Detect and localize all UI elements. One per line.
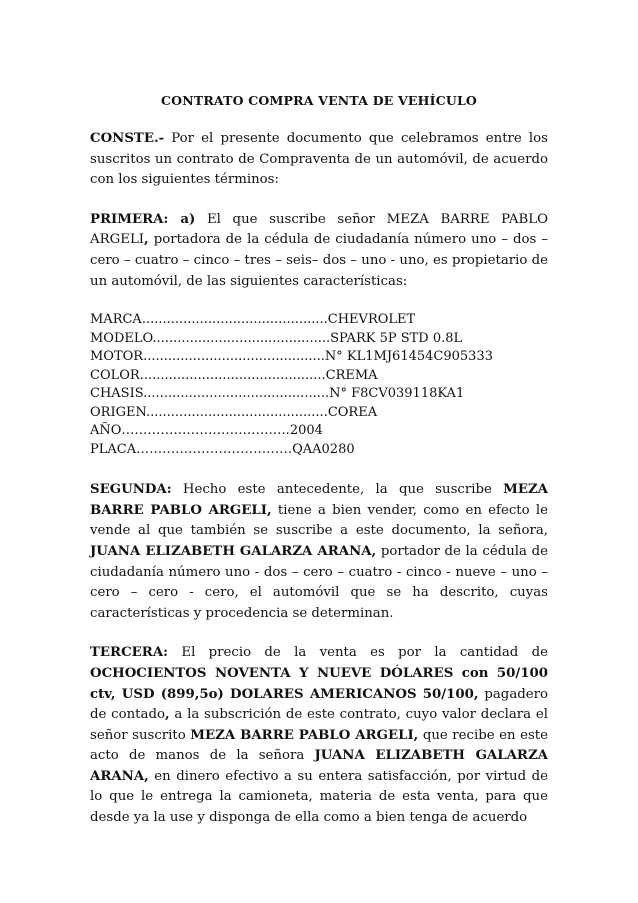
clause-bold-text: MEZA BARRE PABLO ARGELI, bbox=[190, 727, 419, 743]
clause-bold-text: OCHOCIENTOS NOVENTA Y NUEVE DÓLARES con 50/100 ctv, USD (899,5o) DOLARES AMERICANOS 50/100, bbox=[90, 665, 548, 702]
clause-label: TERCERA: bbox=[90, 645, 169, 661]
clause-label: CONSTE.- bbox=[90, 131, 165, 146]
clause-label: SEGUNDA: bbox=[90, 482, 172, 498]
clause-bold-text: MEZA BARRE PABLO ARGELI, bbox=[90, 482, 548, 518]
vehicle-specs-list bbox=[90, 311, 548, 459]
clause-bold-text: , bbox=[164, 707, 170, 723]
clause-text: Hecho este antecedente, la que suscribe bbox=[171, 482, 504, 498]
spec-row-motor: MOTOR............................................N° KL1MJ61454C905333 bbox=[90, 349, 493, 365]
clause-conste bbox=[90, 129, 548, 191]
spec-row-color: COLOR.............................................CREMA bbox=[90, 367, 378, 383]
clause-text: a la subscrición de este contrato, cuyo valor declara el señor suscrito bbox=[90, 707, 548, 743]
spec-row-modelo: MODELO...........................................SPARK 5P STD 0.8L bbox=[90, 330, 463, 346]
clause-text: Por el presente documento que celebramos entre los suscritos un contrato de Compraventa de un automóvil, de acuerdo con los siguientes términos: bbox=[90, 131, 548, 188]
clause-text: portadora de la cédula de ciudadanía número uno – dos – cero – cuatro – cinco – tres – seis– dos – uno - uno, es propietario de un automóvil, de las siguientes características: bbox=[90, 232, 548, 289]
clause-bold-text: JUANA ELIZABETH GALARZA ARANA, bbox=[90, 543, 377, 559]
clause-text: El que suscribe señor MEZA BARRE PABLO ARGELI bbox=[90, 211, 549, 248]
clause-tercera bbox=[90, 643, 548, 828]
page-title: CONTRATO COMPRA VENTA DE VEHÍCULO bbox=[160, 93, 478, 108]
spec-row-marca: MARCA.............................................CHEVROLET bbox=[90, 312, 416, 328]
clause-text: pagadero de contado bbox=[90, 686, 548, 723]
spec-row-origen: ORIGEN............................................COREA bbox=[90, 404, 378, 420]
clause-primera bbox=[90, 210, 548, 292]
clause-text: portador de la cédula de ciudadanía número uno - dos – cero – cuatro - cinco - nueve – uno – cero – cero - cero, el automóvil que se ha descrito, cuyas características y procedencia se determinan. bbox=[90, 543, 548, 621]
clause-bold-text: JUANA ELIZABETH GALARZA ARANA, bbox=[90, 748, 548, 784]
clause-text: El precio de la venta es por la cantidad de bbox=[168, 645, 548, 661]
spec-row-chasis: CHASIS.............................................N° F8CV039118KA1 bbox=[90, 386, 465, 402]
clause-text: que recibe en este acto de manos de la señora bbox=[90, 727, 548, 764]
clause-text: en dinero efectivo a su entera satisfacción, por virtud de lo que le entrega la camioneta, materia de esta venta, para que desde ya la use y disponga de ella como a bien tenga de acuerdo bbox=[90, 768, 548, 826]
clause-label: PRIMERA: a) bbox=[90, 211, 196, 227]
clause-segunda bbox=[90, 480, 548, 624]
spec-row-placa: PLACA………………………………QAA0280 bbox=[90, 441, 355, 457]
spec-row-anio: AÑO……………………….………..2004 bbox=[90, 423, 323, 439]
clause-text: tiene a bien vender, como en efecto le vende al que también se suscribe a este documento, la señora, bbox=[90, 502, 548, 539]
clause-bold-text: , bbox=[144, 232, 149, 248]
